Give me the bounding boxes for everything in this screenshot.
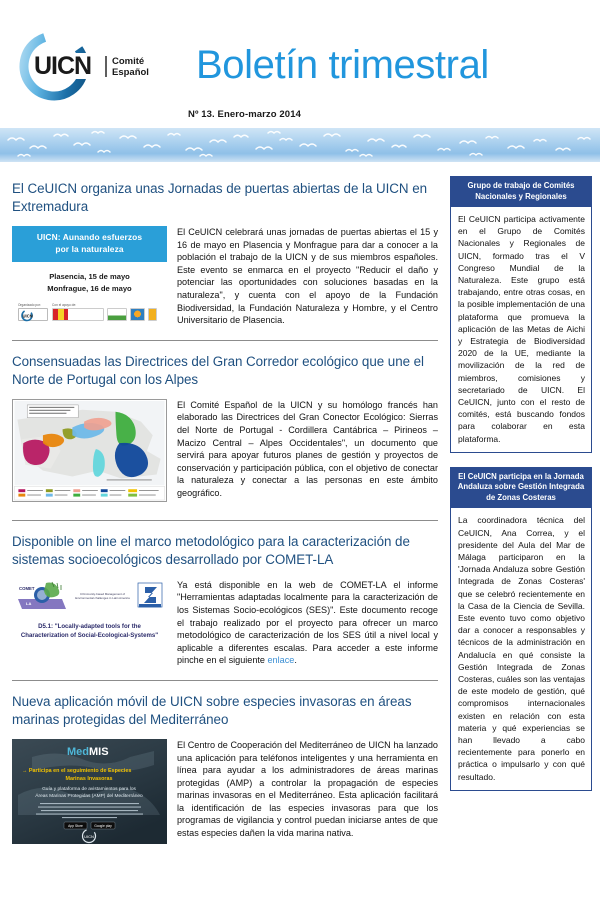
corridor-map-image [12,399,167,502]
uicn-comite-espanol-logo [14,26,199,106]
article-medmis-app [8,693,442,849]
sidebar-box-text: La coordinadora técnica del CeUICN, Ana Correa, y el presidente del Aula del Mar de Málaga participaron en la 'Jornada Andaluza sobre Gestión Integrada de Zonas Costeras' que se celebró recientemente en la Casa de la Ciencia de Sevilla. Este evento tuvo como objetivo dar a conocer a responsables y técnicos de la administración en Andalucía en qué consiste la Gestión Integrada de Zonas Costeras, cuáles son las ventajas de este modelo de gestión, qué compromisos internacionales existen en relación con esta materia y qué experiencias se han llevado a cabo recientemente para ponerlo en práctica o impulsarlo y con qué resultado. [458,515,585,782]
poster-date-line1: Plasencia, 15 de mayo [49,272,130,281]
article-text: El Comité Español de la UICN y su homólogo francés han elaborado las Directrices del Gran Conector Ecológico: Sierras del Norte de Portugal - Cordillera Cantábrica – Pirineos – Macizo Central – Alpes Occidentales", un documento que servirá para apoyar futuros planes de gestión y proyectos de conservación y participación pública, con el objetivo de conectar la naturaleza y conectar a las personas en este ámbito geográfico. [177,399,438,498]
issue-number: Nº 13. Enero-marzo 2014 [188,109,301,120]
svg-text:UICN: UICN [22,313,33,319]
article-text: El Centro de Cooperación del Mediterráneo de UICN ha lanzado una aplicación para teléfonos inteligentes y una herramienta en línea para ayudar a los administradores de áreas marinas protegidas (AMP) a controlar la propagación de especies marinas invasoras en el Mediterráneo. Esta aplicación facilitará la identificación de las especies invasoras para que los programas de vigilancia y control puedan iniciarse antes de que estas especies dañen la vida marina nativa. [177,739,438,839]
poster-date-line2: Monfrague, 16 de mayo [47,283,132,293]
article-jornadas-extremadura [8,180,442,327]
medmis-headline-line2: Marinas Invasoras [65,775,113,782]
svg-text:UICN: UICN [84,833,94,839]
article-title: El CeUICN organiza unas Jornadas de puertas abiertas de la UICN en Extremadura [12,181,428,214]
medmis-app-banner-image [12,739,167,844]
logo-subtitle-line2: Español [112,67,149,78]
article-text-before-link: Ya está disponible en la web de COMET-LA el informe "Herramientas adaptadas localmente para la caracterización de los Sistemas Socio-ecológicos (SES)". Este documento recoge el trabajo realizado por el proyecto para ofrecer un marco metodológico de caracterización de los SES útil a nivel local y aplicable a diferentes escalas. Para acceder a este informe pinche en el siguiente [177,579,438,666]
comet-la-logo-icon [16,581,68,611]
poster-headline [12,226,167,262]
content-area [0,162,600,849]
medmis-sub-line1: Guía y plataforma de avistamientos para los [42,786,136,792]
organiser-label: Organizado por: [18,303,41,307]
page-title: Boletín trimestral [196,43,489,87]
poster-sponsor-logos [12,303,167,325]
sponsor-logo-uicn-icon [18,308,48,321]
main-column [8,176,448,849]
sponsor-logo-gobierno-icon [52,308,104,321]
article-comet-la [8,533,442,667]
article-body [12,226,438,327]
poster-dates [12,271,167,294]
medmis-sub-line2: Áreas Marinas Protegidas (AMP) del Mediterráneo [35,793,143,799]
sponsor-logo-junta-icon [130,308,145,321]
section-divider [12,340,438,341]
medmis-headline-line1: → Participa en el seguimiento de Especies [22,767,132,774]
logo-subtitle-line1: Comité [112,56,145,67]
article-body [12,579,438,667]
article-gran-corredor-ecologico [8,353,442,507]
article-text-after-link: . [294,655,297,666]
logo-acronym-text: UICN [34,52,92,80]
article-figure [12,579,167,640]
article-figure [12,399,167,507]
section-divider [12,680,438,681]
eu-fp7-logo-icon [137,581,163,611]
masthead [0,0,600,128]
collaborator-label: Con el apoyo de: [52,303,77,307]
sponsor-logo-fnyh-icon [107,308,127,321]
svg-text:Google play: Google play [94,823,112,828]
header-banner-image [0,128,600,162]
medmis-brand-suffix: MIS [89,745,109,758]
sidebar-box-title: Grupo de trabajo de Comités Nacionales y Regionales [451,177,591,207]
svg-text:COMET: COMET [19,585,35,591]
poster-headline-line2: por la naturaleza [55,243,124,254]
poster-headline-line1: UICN: Aunando esfuerzos [36,232,143,242]
event-poster-image [12,226,167,325]
svg-text:App Store: App Store [68,823,83,828]
logo-svg [14,26,199,106]
svg-text:LA: LA [26,600,32,606]
uicn-mini-mark-icon [19,309,49,322]
article-body [12,399,438,507]
article-body [12,739,438,849]
sidebar-box-grupo-comites [450,176,592,453]
medmis-brand-prefix: Med [67,745,89,758]
comet-tagline: COmmunity-based Management of Environmental challenges in Latin America [75,591,130,600]
article-text: El CeUICN celebrará unas jornadas de puertas abiertas el 15 y 16 de mayo en Plasencia y Monfrague para dar a conocer a la población el trabajo de la UICN y de sus miembros españoles. Este evento se enmarca en el proyecto "Reducir el daño y potenciar las oportunidades con soluciones basadas en la naturaleza", y cuenta con el apoyo de la Fundación Biodiversidad, la Fundación Naturaleza y Hombre, y el Centro Universitario de Plasencia. [177,227,438,326]
enlace-link[interactable]: enlace [267,655,295,666]
sidebar-box-text: El CeUICN participa activamente en el Grupo de Comités Nacionales y Regionales de UICN, formado tras el V Congreso Mundial de la Naturaleza. Este grupo está trabajando, entre otras cosas, en la posible implementación de una plataforma que promueva la aplicación de las Metas de Aichi y Estrategia de Biodiversidad 2020 de la UE, mediante la movilización de la red de miembros, comisiones y secretariado de UICN. El CeUICN, junto con el resto de comités, está buscando fondos para colaborar en esta plataforma. [458,214,585,444]
article-title: Nueva aplicación móvil de UICN sobre especies invasoras en áreas marinas protegidas del Mediterráneo [12,693,412,727]
article-title: Consensuadas las Directrices del Gran Corredor ecológico que une el Norte de Portugal con los Alpes [12,353,424,387]
sponsor-logo-uex-icon [148,308,157,321]
sidebar [448,176,592,849]
sidebar-box-title: El CeUICN participa en la Jornada Andaluza sobre Gestión Integrada de Zonas Costeras [451,468,591,509]
sidebar-box-jornada-andaluza [450,467,592,791]
article-title: Disponible on line el marco metodológico para la caracterización de sistemas socioecológicos desarrollado por COMET-LA [12,533,410,567]
comet-report-caption: D5.1: "Locally-adapted tools for the Characterization of Social-Ecological-Systems" [20,622,159,639]
section-divider [12,520,438,521]
article-text [177,579,438,667]
comet-report-cover-image [12,579,167,640]
article-figure [12,739,167,849]
article-figure [12,226,167,325]
birds-illustration [0,128,600,162]
